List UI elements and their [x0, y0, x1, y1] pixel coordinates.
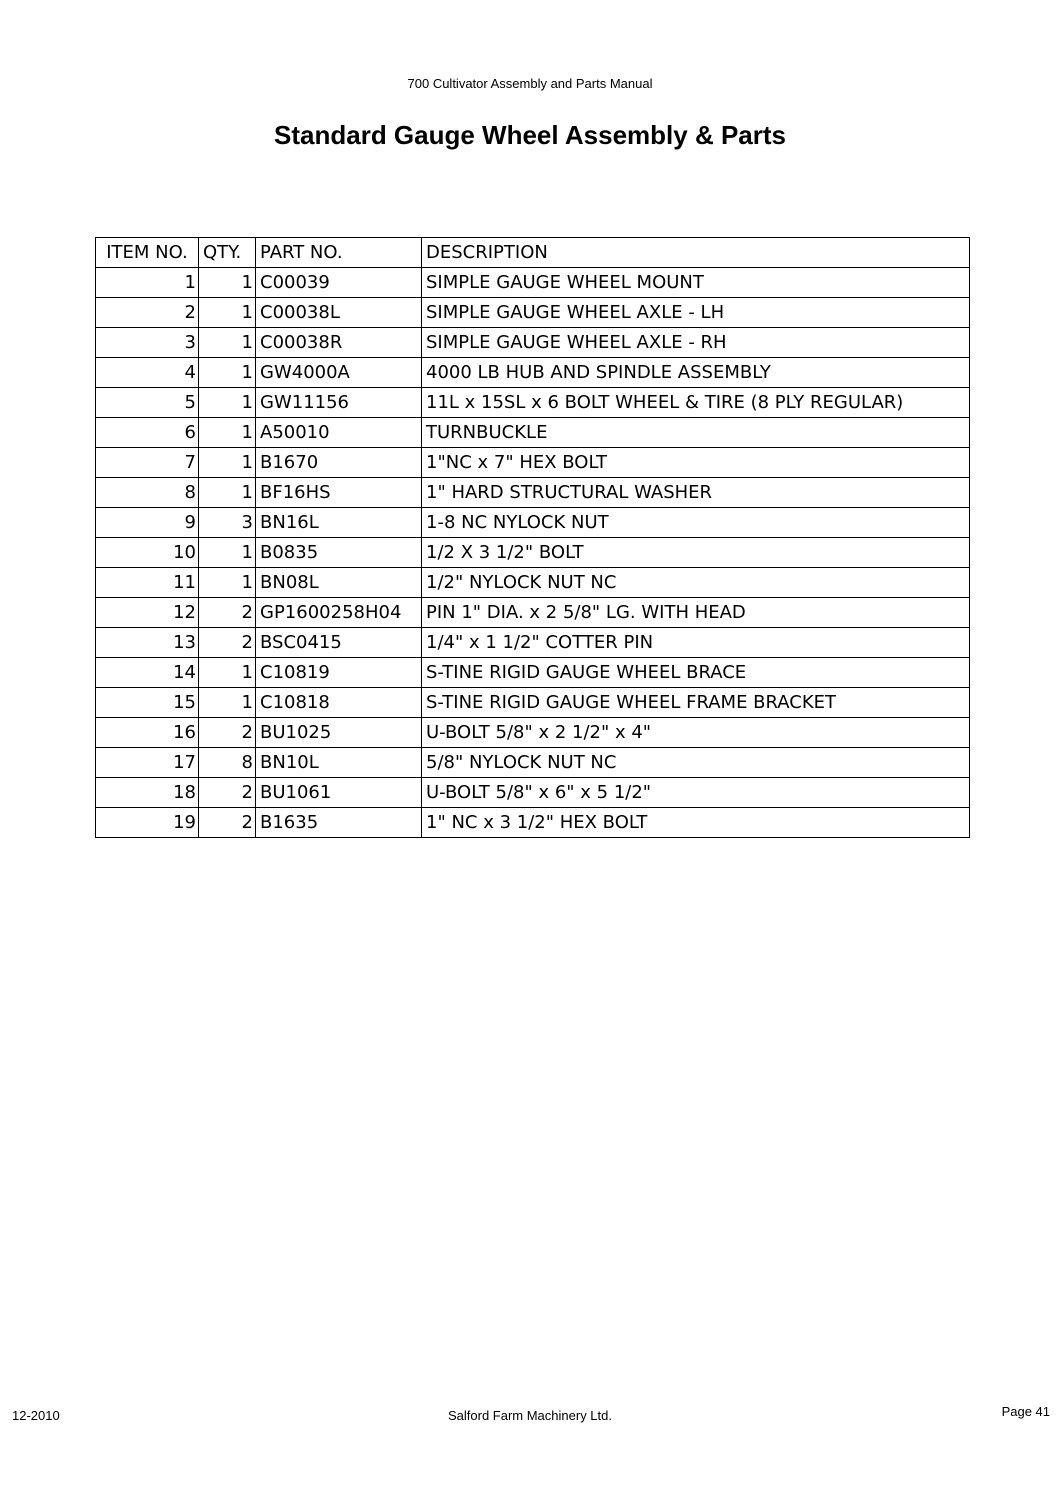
- part-no-cell: BF16HS: [256, 478, 422, 508]
- qty-cell: 1: [199, 688, 256, 718]
- description-cell: U-BOLT 5/8" x 6" x 5 1/2": [422, 778, 970, 808]
- table-row: [96, 358, 970, 388]
- part-no-cell: B0835: [256, 538, 422, 568]
- table-row: [96, 478, 970, 508]
- qty-cell: 8: [199, 748, 256, 778]
- table-row: [96, 658, 970, 688]
- description-cell: PIN 1" DIA. x 2 5/8" LG. WITH HEAD: [422, 598, 970, 628]
- qty-cell: 1: [199, 448, 256, 478]
- qty-cell: 2: [199, 628, 256, 658]
- item-no-cell: 4: [96, 358, 199, 388]
- qty-cell: 1: [199, 568, 256, 598]
- item-no-cell: 12: [96, 598, 199, 628]
- description-cell: 1/4" x 1 1/2" COTTER PIN: [422, 628, 970, 658]
- item-no-cell: 6: [96, 418, 199, 448]
- description-cell: 1-8 NC NYLOCK NUT: [422, 508, 970, 538]
- table-row: [96, 298, 970, 328]
- qty-cell: 1: [199, 478, 256, 508]
- item-no-cell: 13: [96, 628, 199, 658]
- description-cell: 1"NC x 7" HEX BOLT: [422, 448, 970, 478]
- part-no-cell: C00039: [256, 268, 422, 298]
- qty-cell: 2: [199, 598, 256, 628]
- description-cell: 11L x 15SL x 6 BOLT WHEEL & TIRE (8 PLY REGULAR): [422, 388, 970, 418]
- table-row: [96, 628, 970, 658]
- part-no-cell: B1670: [256, 448, 422, 478]
- item-no-cell: 15: [96, 688, 199, 718]
- description-cell: 1" NC x 3 1/2" HEX BOLT: [422, 808, 970, 838]
- qty-cell: 1: [199, 418, 256, 448]
- qty-cell: 2: [199, 778, 256, 808]
- item-no-cell: 16: [96, 718, 199, 748]
- item-no-cell: 14: [96, 658, 199, 688]
- description-cell: 5/8" NYLOCK NUT NC: [422, 748, 970, 778]
- table-row: [96, 568, 970, 598]
- qty-cell: 1: [199, 328, 256, 358]
- running-title: 700 Cultivator Assembly and Parts Manual: [407, 76, 653, 91]
- table-header-row: [96, 238, 970, 268]
- part-no-cell: GW4000A: [256, 358, 422, 388]
- part-no-cell: GW11156: [256, 388, 422, 418]
- column-header-qty: QTY.: [199, 238, 256, 268]
- table-row: [96, 448, 970, 478]
- qty-cell: 1: [199, 298, 256, 328]
- description-cell: 1/2" NYLOCK NUT NC: [422, 568, 970, 598]
- part-no-cell: C00038L: [256, 298, 422, 328]
- part-no-cell: BN16L: [256, 508, 422, 538]
- column-header-description: DESCRIPTION: [422, 238, 970, 268]
- qty-cell: 2: [199, 718, 256, 748]
- description-cell: U-BOLT 5/8" x 2 1/2" x 4": [422, 718, 970, 748]
- part-no-cell: BU1061: [256, 778, 422, 808]
- table-row: [96, 388, 970, 418]
- part-no-cell: A50010: [256, 418, 422, 448]
- item-no-cell: 1: [96, 268, 199, 298]
- table-row: [96, 718, 970, 748]
- part-no-cell: GP1600258H04: [256, 598, 422, 628]
- table-row: [96, 508, 970, 538]
- item-no-cell: 5: [96, 388, 199, 418]
- item-no-cell: 19: [96, 808, 199, 838]
- item-no-cell: 7: [96, 448, 199, 478]
- qty-cell: 1: [199, 658, 256, 688]
- item-no-cell: 9: [96, 508, 199, 538]
- qty-cell: 1: [199, 268, 256, 298]
- item-no-cell: 17: [96, 748, 199, 778]
- part-no-cell: B1635: [256, 808, 422, 838]
- footer-company: Salford Farm Machinery Ltd.: [447, 1408, 612, 1423]
- description-cell: SIMPLE GAUGE WHEEL MOUNT: [422, 268, 970, 298]
- parts-table: [95, 237, 970, 838]
- part-no-cell: BN08L: [256, 568, 422, 598]
- description-cell: 1" HARD STRUCTURAL WASHER: [422, 478, 970, 508]
- table-row: [96, 748, 970, 778]
- description-cell: TURNBUCKLE: [422, 418, 970, 448]
- table-row: [96, 688, 970, 718]
- part-no-cell: C00038R: [256, 328, 422, 358]
- column-header-part-no: PART NO.: [256, 238, 422, 268]
- table-row: [96, 418, 970, 448]
- qty-cell: 3: [199, 508, 256, 538]
- table-row: [96, 598, 970, 628]
- description-cell: SIMPLE GAUGE WHEEL AXLE - LH: [422, 298, 970, 328]
- footer-date: 12-2010: [12, 1408, 60, 1423]
- parts-table-body: [96, 268, 970, 838]
- item-no-cell: 10: [96, 538, 199, 568]
- table-row: [96, 538, 970, 568]
- qty-cell: 2: [199, 808, 256, 838]
- item-no-cell: 3: [96, 328, 199, 358]
- qty-cell: 1: [199, 538, 256, 568]
- description-cell: 4000 LB HUB AND SPINDLE ASSEMBLY: [422, 358, 970, 388]
- item-no-cell: 18: [96, 778, 199, 808]
- item-no-cell: 11: [96, 568, 199, 598]
- item-no-cell: 8: [96, 478, 199, 508]
- item-no-cell: 2: [96, 298, 199, 328]
- description-cell: S-TINE RIGID GAUGE WHEEL FRAME BRACKET: [422, 688, 970, 718]
- page-title: Standard Gauge Wheel Assembly & Parts: [274, 120, 786, 150]
- footer-page-number: Page 41: [1001, 1404, 1050, 1419]
- table-row: [96, 808, 970, 838]
- part-no-cell: BSC0415: [256, 628, 422, 658]
- qty-cell: 1: [199, 388, 256, 418]
- table-row: [96, 328, 970, 358]
- table-row: [96, 268, 970, 298]
- description-cell: S-TINE RIGID GAUGE WHEEL BRACE: [422, 658, 970, 688]
- description-cell: 1/2 X 3 1/2" BOLT: [422, 538, 970, 568]
- qty-cell: 1: [199, 358, 256, 388]
- part-no-cell: C10818: [256, 688, 422, 718]
- table-row: [96, 778, 970, 808]
- description-cell: SIMPLE GAUGE WHEEL AXLE - RH: [422, 328, 970, 358]
- part-no-cell: BN10L: [256, 748, 422, 778]
- column-header-item-no: ITEM NO.: [96, 238, 199, 268]
- part-no-cell: BU1025: [256, 718, 422, 748]
- part-no-cell: C10819: [256, 658, 422, 688]
